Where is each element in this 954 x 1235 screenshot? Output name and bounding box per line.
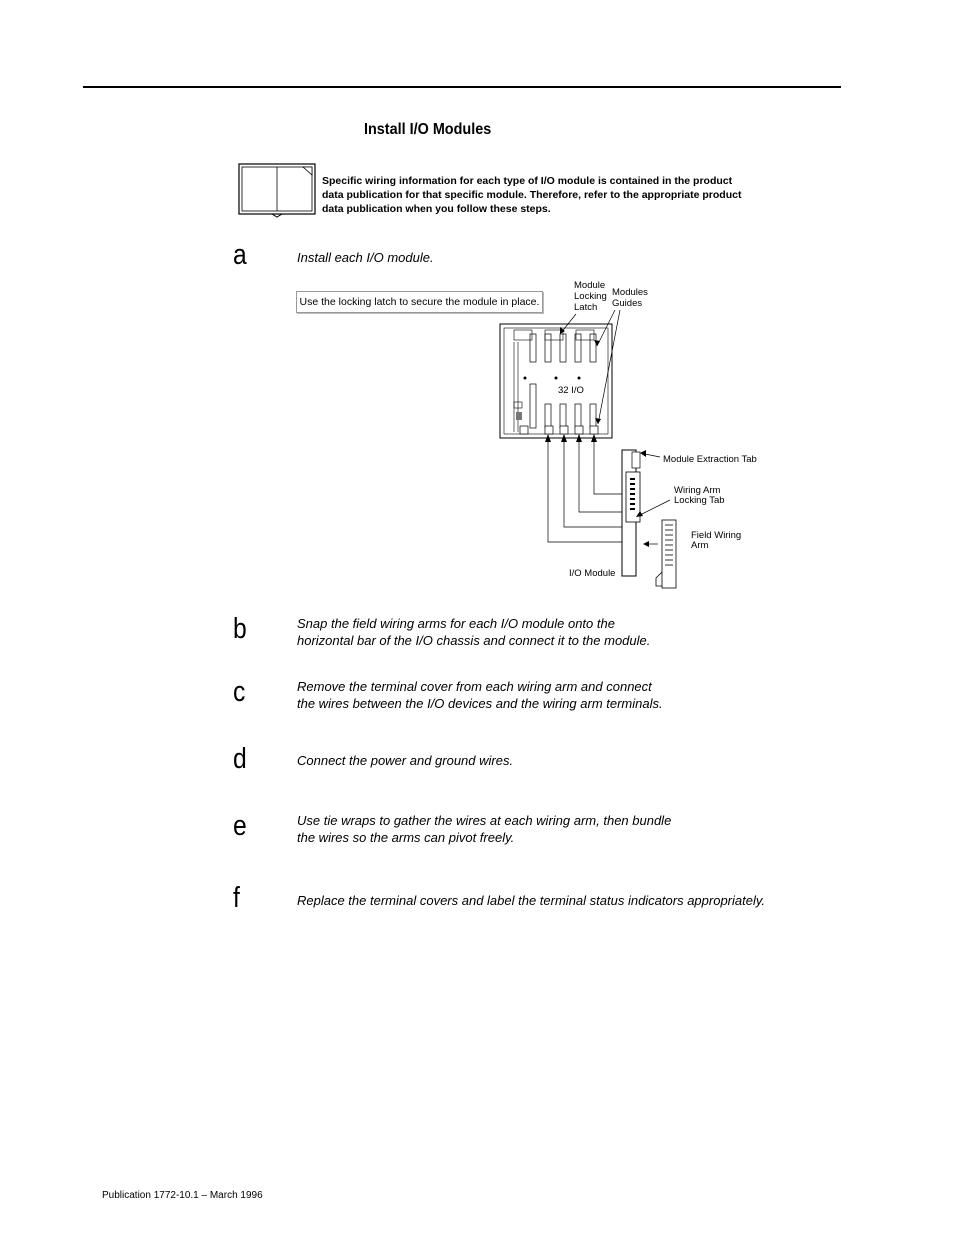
io-module-label: I/O Module <box>569 568 616 579</box>
extraction-tab-label: Module Extraction Tab <box>663 454 757 465</box>
header-rule <box>83 86 841 88</box>
io-module-diagram <box>490 272 770 597</box>
label-line: Arm <box>691 540 709 551</box>
step-letter-d: d <box>233 743 247 775</box>
step-line: Use tie wraps to gather the wires at each wiring arm, then bundle <box>297 813 672 828</box>
step-text-a <box>297 249 434 266</box>
step-letter-c: c <box>233 676 246 708</box>
step-text-f <box>297 892 765 909</box>
module-guides-label <box>612 287 648 309</box>
label-line: Latch <box>574 302 598 313</box>
step-text-e <box>297 812 671 846</box>
locking-latch-callout: Use the locking latch to secure the module in place. <box>296 291 543 313</box>
label-line: Guides <box>612 298 643 309</box>
section-title: Install I/O Modules <box>364 121 492 138</box>
step-line: Connect the power and ground wires. <box>297 753 514 768</box>
step-line: Snap the field wiring arms for each I/O module onto the <box>297 616 615 631</box>
step-letter-f: f <box>233 882 240 914</box>
wiring-arm-tab-label <box>674 486 725 506</box>
step-line: Install each I/O module. <box>297 250 434 265</box>
note-line: data publication when you follow these steps. <box>322 203 551 215</box>
step-letter-b: b <box>233 613 247 645</box>
step-line: Replace the terminal covers and label the terminal status indicators appropriately. <box>297 893 765 908</box>
step-letter-e: e <box>233 810 247 842</box>
field-wiring-arm-label <box>691 531 741 551</box>
step-line: horizontal bar of the I/O chassis and connect it to the module. <box>297 633 651 648</box>
publication-footer: Publication 1772-10.1 – March 1996 <box>102 1190 263 1201</box>
label-line: Field Wiring <box>691 530 742 541</box>
label-line: Modules <box>612 287 648 298</box>
note-line: data publication for that specific module. Therefore, refer to the appropriate product <box>322 189 742 201</box>
note-line: Specific wiring information for each type of I/O module is contained in the product <box>322 175 733 187</box>
step-line: the wires between the I/O devices and the wiring arm terminals. <box>297 696 663 711</box>
label-line: Module <box>574 280 606 291</box>
step-text-c <box>297 678 663 712</box>
step-text-d <box>297 752 513 769</box>
book-icon <box>237 162 317 218</box>
label-line: Locking Tab <box>674 495 725 506</box>
label-line: Locking <box>574 291 607 302</box>
step-line: Remove the terminal cover from each wiring arm and connect <box>297 679 652 694</box>
step-letter-a: a <box>233 239 247 271</box>
step-line: the wires so the arms can pivot freely. <box>297 830 515 845</box>
chassis-label: 32 I/O <box>558 385 584 396</box>
label-line: Wiring Arm <box>674 485 721 496</box>
locking-latch-label <box>574 280 607 313</box>
step-text-b <box>297 615 650 649</box>
reference-note <box>322 174 752 216</box>
